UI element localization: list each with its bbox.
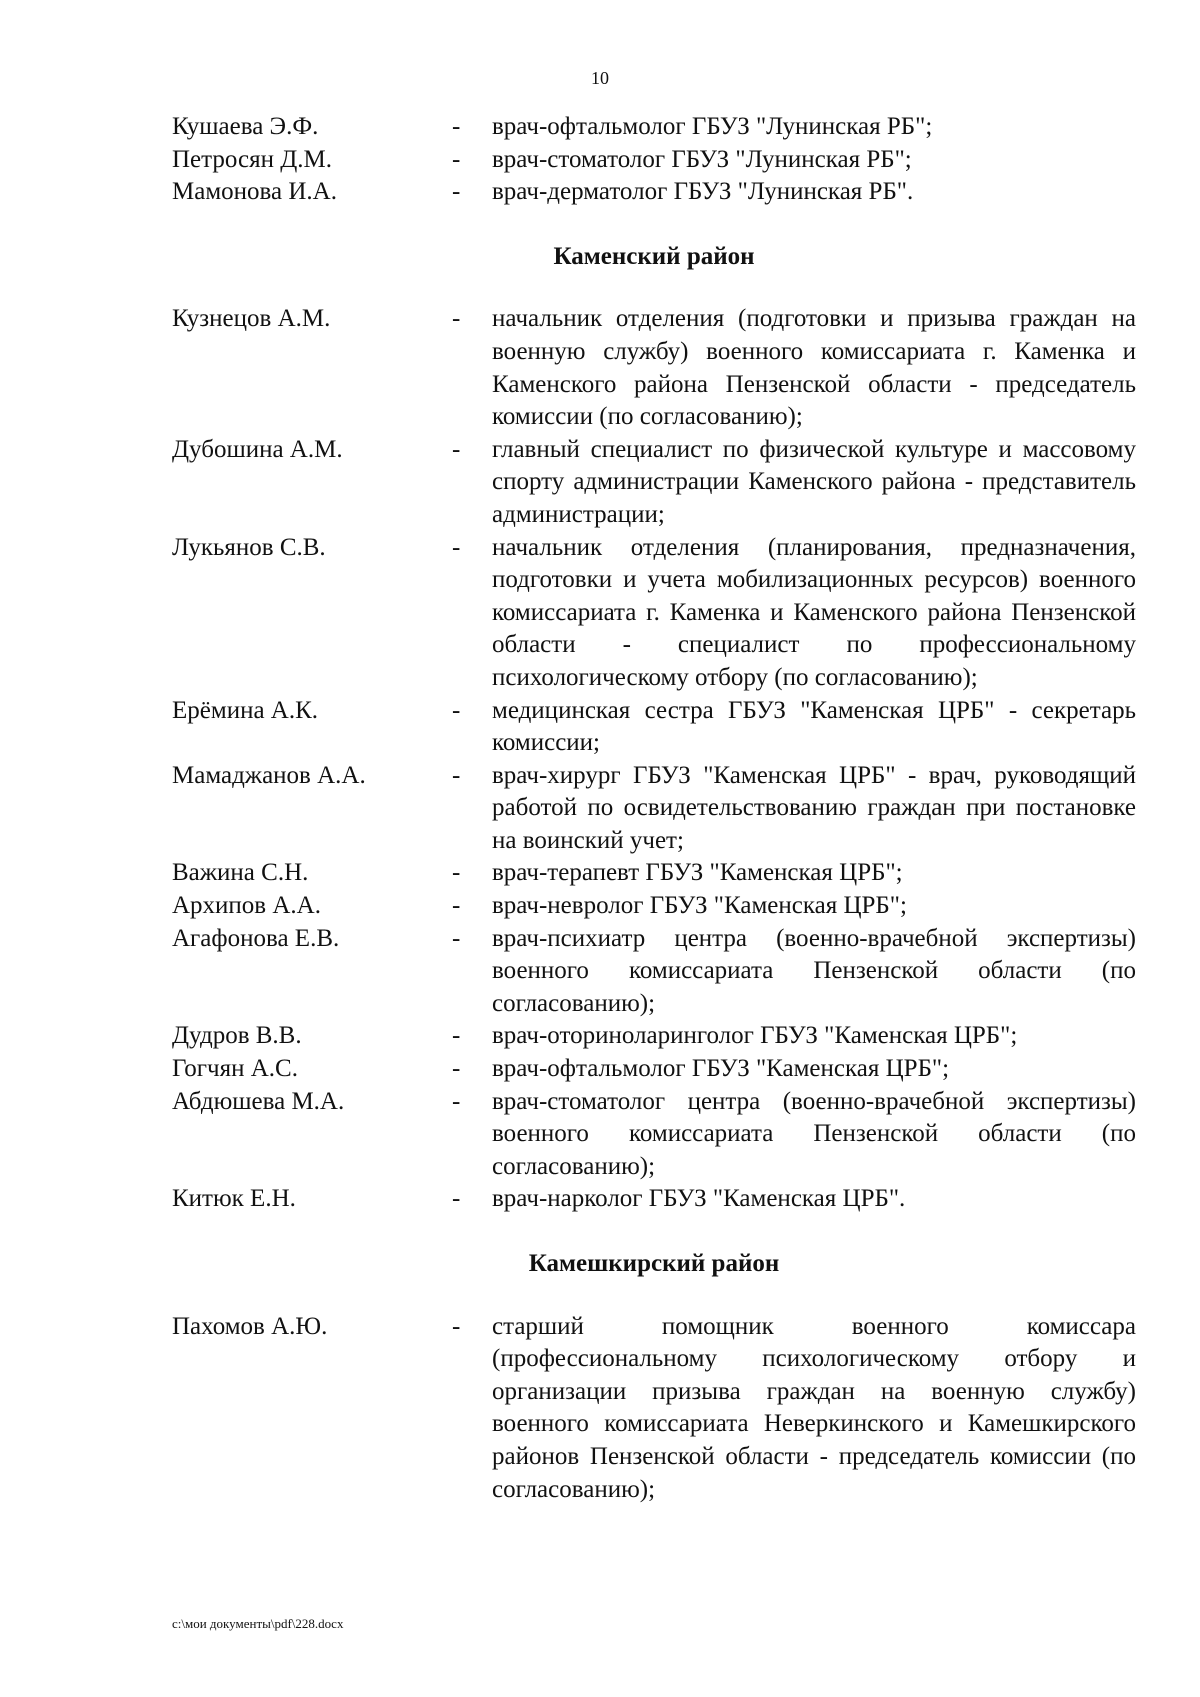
- separator-dash: -: [452, 696, 461, 724]
- member-role: начальник отделения (планирования, предназначения, подготовки и учета мобилизационных ресурсов) военного комиссариата г. Каменка и Каменского района Пензенской области - специалист по профессиональному психологическому отбору (по согласованию);: [492, 533, 1136, 691]
- list-item: [172, 1020, 1136, 1053]
- separator-dash: -: [452, 145, 461, 173]
- member-name: Китюк Е.Н.: [172, 1185, 296, 1213]
- member-name: Агафонова Е.В.: [172, 924, 340, 952]
- document-body: [172, 111, 1136, 1506]
- member-role: главный специалист по физической культуре и массовому спорту администрации Каменского района - представитель администрации;: [492, 435, 1136, 528]
- member-role: врач-офтальмолог ГБУЗ "Каменская ЦРБ";: [492, 1055, 950, 1083]
- member-role: врач-стоматолог центра (военно-врачебной экспертизы) военного комиссариата Пензенской области (по согласованию);: [492, 1087, 1136, 1180]
- section-continuation: [172, 111, 1136, 209]
- separator-dash: -: [452, 113, 461, 140]
- member-role: врач-психиатр центра (военно-врачебной экспертизы) военного комиссариата Пензенской области (по согласованию);: [492, 924, 1136, 1017]
- list-item: [172, 303, 1136, 433]
- member-name: Мамонова И.А.: [172, 178, 337, 206]
- separator-dash: -: [452, 1087, 461, 1115]
- list-item: [172, 111, 1136, 144]
- list-item: [172, 176, 1136, 209]
- separator-dash: -: [452, 435, 461, 463]
- list-item: [172, 434, 1136, 532]
- separator-dash: -: [452, 533, 461, 561]
- section-title: Камешкирский район: [528, 1250, 780, 1277]
- member-role: врач-дерматолог ГБУЗ "Лунинская РБ".: [492, 178, 914, 206]
- member-name: Абдюшева М.А.: [172, 1087, 345, 1115]
- section-kameshkirsky: [172, 1216, 1136, 1506]
- separator-dash: -: [452, 1055, 461, 1083]
- member-name: Петросян Д.М.: [172, 145, 333, 173]
- file-path-footer: c:\мои документы\pdf\228.docx: [172, 1616, 344, 1631]
- separator-dash: -: [452, 892, 461, 920]
- member-role: врач-стоматолог ГБУЗ "Лунинская РБ";: [492, 145, 912, 173]
- page-number: 10: [591, 68, 609, 88]
- member-name: Мамаджанов А.А.: [172, 761, 366, 789]
- separator-dash: -: [452, 1312, 461, 1340]
- section-kamensky: [172, 209, 1136, 1216]
- member-role: медицинская сестра ГБУЗ "Каменская ЦРБ" - секретарь комиссии;: [492, 696, 1136, 757]
- member-role: врач-оториноларинголог ГБУЗ "Каменская ЦРБ";: [492, 1022, 1018, 1050]
- member-name: Пахомов А.Ю.: [172, 1312, 328, 1340]
- list-item: [172, 890, 1136, 923]
- section-title: Каменский район: [553, 242, 755, 270]
- list-item: [172, 532, 1136, 695]
- separator-dash: -: [452, 305, 461, 333]
- separator-dash: -: [452, 859, 461, 887]
- list-item: [172, 1183, 1136, 1216]
- member-role: врач-офтальмолог ГБУЗ "Лунинская РБ";: [492, 113, 933, 140]
- list-item: [172, 760, 1136, 858]
- member-role: врач-нарколог ГБУЗ "Каменская ЦРБ".: [492, 1185, 906, 1213]
- list-item: [172, 695, 1136, 760]
- list-item: [172, 1053, 1136, 1086]
- member-name: Кушаева Э.Ф.: [172, 113, 319, 140]
- separator-dash: -: [452, 924, 461, 952]
- separator-dash: -: [452, 761, 461, 789]
- member-name: Важина С.Н.: [172, 859, 309, 887]
- member-name: Ерёмина А.К.: [172, 696, 319, 724]
- member-name: Дубошина А.М.: [172, 435, 343, 463]
- member-name: Дудров В.В.: [172, 1022, 302, 1050]
- member-role: старший помощник военного комиссара (профессиональному психологическому отбору и организации призыва граждан на военную службу) военного комиссариата Неверкинского и Камешкирского районов Пензенской области - председатель комиссии (по согласованию);: [492, 1312, 1136, 1503]
- member-role: начальник отделения (подготовки и призыва граждан на военную службу) военного комиссариата г. Каменка и Каменского района Пензенской области - председатель комиссии (по согласованию);: [492, 305, 1136, 431]
- member-name: Архипов А.А.: [172, 892, 321, 920]
- list-item: [172, 923, 1136, 1021]
- member-name: Гогчян А.С.: [172, 1055, 298, 1083]
- list-item: [172, 1311, 1136, 1507]
- separator-dash: -: [452, 178, 461, 206]
- member-name: Кузнецов А.М.: [172, 305, 331, 333]
- list-item: [172, 144, 1136, 177]
- member-role: врач-невролог ГБУЗ "Каменская ЦРБ";: [492, 892, 907, 920]
- list-item: [172, 857, 1136, 890]
- member-name: Лукьянов С.В.: [172, 533, 326, 561]
- list-item: [172, 1086, 1136, 1184]
- member-role: врач-хирург ГБУЗ "Каменская ЦРБ" - врач, руководящий работой по освидетельствованию граждан при постановке на воинский учет;: [492, 761, 1136, 854]
- separator-dash: -: [452, 1185, 461, 1213]
- separator-dash: -: [452, 1022, 461, 1050]
- member-role: врач-терапевт ГБУЗ "Каменская ЦРБ";: [492, 859, 903, 887]
